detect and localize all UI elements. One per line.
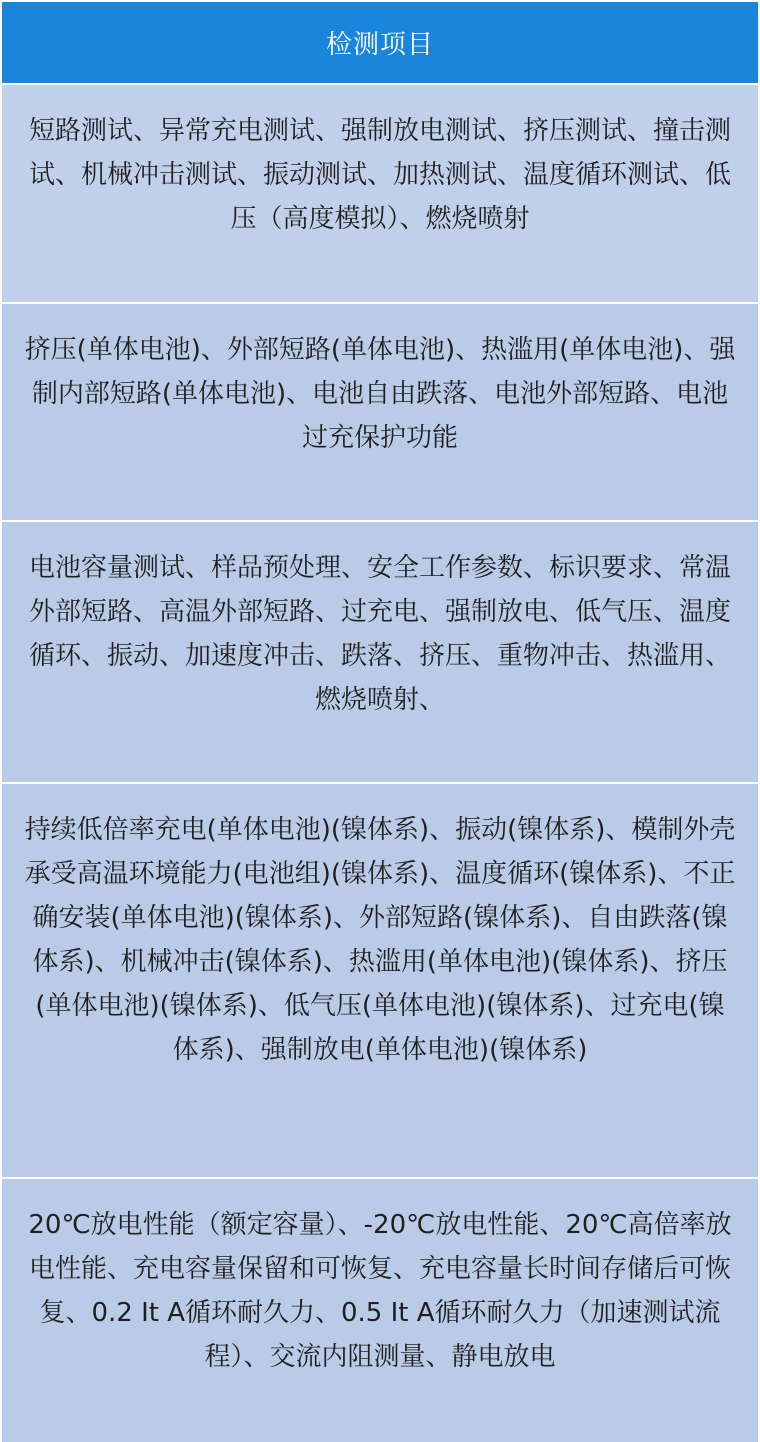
table-row: [2, 522, 758, 784]
header-title: 检测项目: [325, 30, 434, 60]
test-items-table: [2, 2, 758, 1442]
row-text: 电池容量测试、样品预处理、安全工作参数、标识要求、常温外部短路、高温外部短路、过充电、强制放电、低气压、温度循环、振动、加速度冲击、跌落、挤压、重物冲击、热滥用、燃烧喷射、: [28, 553, 731, 715]
row-text: 挤压(单体电池)、外部短路(单体电池)、热滥用(单体电池)、强制内部短路(单体电池)、电池自由跌落、电池外部短路、电池过充保护功能: [24, 335, 736, 453]
table-row: [2, 85, 758, 304]
row-text: 20℃放电性能（额定容量）、-20℃放电性能、20℃高倍率放电性能、充电容量保留和可恢复、充电容量长时间存储后可恢复、0.2 It A循环耐久力、0.5 It A循环耐久力（加速测试流程）、交流内阻测量、静电放电: [28, 1210, 732, 1372]
row-text: 短路测试、异常充电测试、强制放电测试、挤压测试、撞击测试、机械冲击测试、振动测试、加热测试、温度循环测试、低压（高度模拟）、燃烧喷射: [28, 116, 731, 234]
table-row: [2, 784, 758, 1179]
table-row: [2, 1179, 758, 1442]
table-row: [2, 304, 758, 522]
row-text: 持续低倍率充电(单体电池)(镍体系)、振动(镍体系)、模制外壳承受高温环境能力(电池组)(镍体系)、温度循环(镍体系)、不正确安装(单体电池)(镍体系)、外部短路(镍体系)、自由跌落(镍体系)、机械冲击(镍体系)、热滥用(单体电池)(镍体系)、挤压(单体电池)(镍体系)、低气压(单体电池)(镍体系)、过充电(镍体系)、强制放电(单体电池)(镍体系): [24, 815, 736, 1065]
table-header: [2, 2, 758, 85]
